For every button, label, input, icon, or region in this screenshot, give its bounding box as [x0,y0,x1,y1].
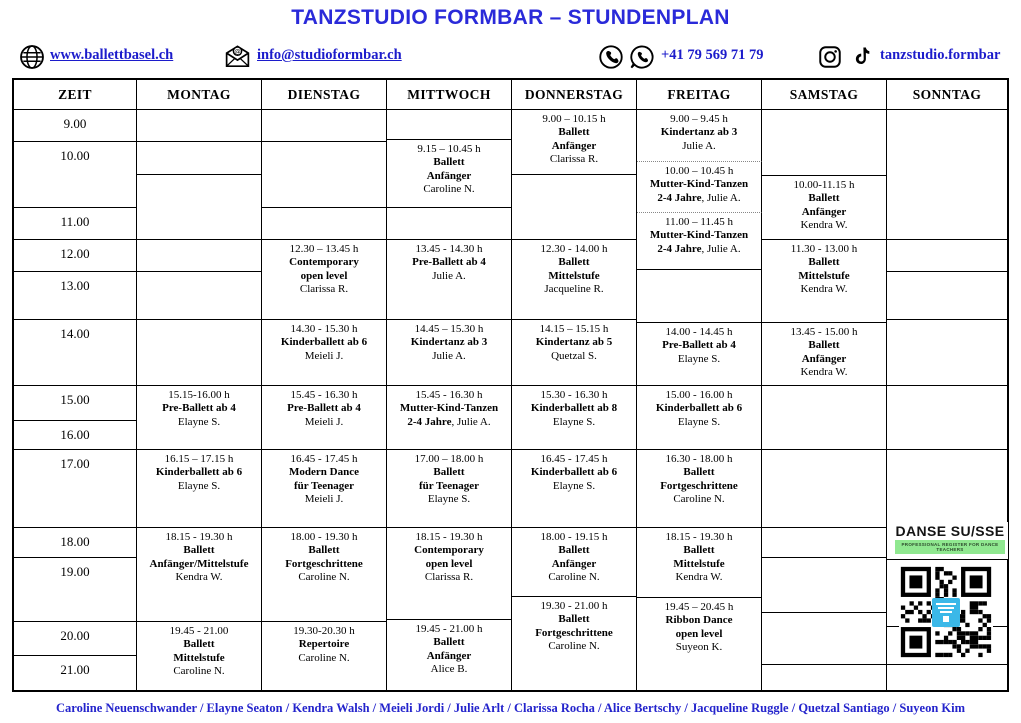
header-cell-freitag: FREITAG [637,80,762,110]
schedule-cell-empty [887,665,1007,690]
schedule-cell: 16.15 – 17.15 h Kinderballett ab 6 Elayne S. [137,450,262,528]
time-cell: 10.00 [14,142,137,208]
schedule-cell: 12.30 - 14.00 h Ballett Mittelstufe Jacqueline R. [512,240,637,320]
schedule-cell: 14.45 – 15.30 h Kindertanz ab 3 Julie A. [387,320,512,386]
schedule-cell: 9.15 – 10.45 h Ballett Anfänger Caroline N. [387,140,512,208]
time-cell: 13.00 [14,272,137,320]
schedule-cell: 14.00 - 14.45 h Pre-Ballett ab 4 Elayne S. [637,323,762,386]
schedule-cell: 16.30 - 18.00 h Ballett Fortgeschrittene Caroline N. [637,450,762,528]
whatsapp-icon [628,43,656,76]
teachers-footer: Caroline Neuenschwander / Elayne Seaton / Kendra Walsh / Meieli Jordi / Julie Arlt / Clarissa Rocha / Alice Bertschy / Jacqueline Ruggle / Quetzal Santiago / Suyeon Kim [55,701,966,715]
schedule-cell: 19.30-20.30 h Repertoire Caroline N. [262,622,387,690]
schedule-cell: 18.00 - 19.30 h Ballett Fortgeschrittene Caroline N. [262,528,387,622]
schedule-cell-empty [762,613,887,665]
schedule-cell: 17.00 – 18.00 h Ballett für Teenager Elayne S. [387,450,512,528]
schedule-cell: 18.15 - 19.30 h Ballett Mittelstufe Kendra W. [637,528,762,598]
schedule-cell: 15.45 - 16.30 h Pre-Ballett ab 4 Meieli J. [262,386,387,450]
schedule-cell-empty [262,208,387,240]
schedule-cell: 18.15 - 19.30 h Ballett Anfänger/Mittelstufe Kendra W. [137,528,262,622]
schedule-cell-empty [762,528,887,558]
header-cell-montag: MONTAG [137,80,262,110]
schedule-cell-empty [262,110,387,142]
schedule-cell: 9.00 – 9.45 h Kindertanz ab 3 Julie A. [637,110,762,162]
schedule-cell: 19.45 - 21.00 h Ballett Anfänger Alice B. [387,620,512,690]
schedule-cell: 15.00 - 16.00 h Kinderballett ab 6 Elayne S. [637,386,762,450]
schedule-cell: 14.30 - 15.30 h Kinderballett ab 6 Meieli J. [262,320,387,386]
schedule-cell-empty [887,110,1007,240]
schedule-cell-empty [762,110,887,176]
schedule-cell: 19.45 – 20.45 h Ribbon Dance open level Suyeon K. [637,598,762,690]
header-cell-zeit: ZEIT [14,80,137,110]
header-cell-sonntag: SONNTAG [887,80,1007,110]
schedule-table [12,78,1009,692]
schedule-cell: 15.45 - 16.30 h Mutter-Kind-Tanzen 2-4 Jahre, Julie A. [387,386,512,450]
schedule-cell-empty [887,386,1007,450]
email-envelope-icon [223,42,252,76]
schedule-cell-empty [137,110,262,142]
schedule-cell-empty [262,142,387,208]
schedule-cell-empty [762,386,887,450]
schedule-cell: 10.00 – 10.45 h Mutter-Kind-Tanzen 2-4 Jahre, Julie A. [637,162,762,213]
time-cell: 17.00 [14,450,137,528]
schedule-cell: 12.30 – 13.45 h Contemporary open level Clarissa R. [262,240,387,320]
phone-number: +41 79 569 71 79 [661,47,764,63]
page-title: TANZSTUDIO FORMBAR – STUNDENPLAN [291,6,730,29]
schedule-cell: 15.15-16.00 h Pre-Ballett ab 4 Elayne S. [137,386,262,450]
schedule-cell-empty [137,272,262,320]
time-cell: 14.00 [14,320,137,386]
time-cell: 15.00 [14,386,137,421]
schedule-cell: 14.15 – 15.15 h Kindertanz ab 5 Quetzal S. [512,320,637,386]
time-cell: 20.00 [14,622,137,656]
schedule-cell: 10.00-11.15 h Ballett Anfänger Kendra W. [762,176,887,240]
schedule-cell: 13.45 - 14.30 h Pre-Ballett ab 4 Julie A. [387,240,512,320]
header-cell-donnerstag: DONNERSTAG [512,80,637,110]
globe-icon [18,43,46,76]
time-cell: 16.00 [14,421,137,450]
schedule-cell-empty [512,175,637,240]
schedule-cell-empty [637,270,762,323]
schedule-cell-empty [887,240,1007,272]
tiktok-icon [848,44,874,75]
schedule-cell-empty [387,208,512,240]
social-handle: tanzstudio.formbar [880,47,1001,63]
schedule-cell: 11.30 - 13.00 h Ballett Mittelstufe Kendra W. [762,240,887,323]
header-cell-mittwoch: MITTWOCH [387,80,512,110]
logo-subtitle: PROFESSIONAL REGISTER FOR DANCE TEACHERS [895,540,1005,554]
header-cell-dienstag: DIENSTAG [262,80,387,110]
svg-text:@: @ [234,48,241,56]
website-link[interactable]: www.ballettbasel.ch [50,47,174,63]
schedule-cell-empty [387,110,512,140]
schedule-cell-empty [887,272,1007,320]
schedule-cell: 19.45 - 21.00 Ballett Mittelstufe Caroline N. [137,622,262,690]
schedule-cell: 16.45 - 17.45 h Modern Dance für Teenager Meieli J. [262,450,387,528]
schedule-cell-empty [762,665,887,690]
phone-icon [597,43,625,76]
email-link[interactable]: info@studioformbar.ch [257,47,402,63]
time-cell: 19.00 [14,558,137,622]
schedule-cell: 18.15 - 19.30 h Contemporary open level Clarissa R. [387,528,512,620]
schedule-cell-empty [137,175,262,240]
schedule-cell-empty [887,320,1007,386]
schedule-cell: 15.30 - 16.30 h Kinderballett ab 8 Elayne S. [512,386,637,450]
instagram-icon [817,44,843,75]
schedule-cell-empty [137,240,262,272]
time-cell: 9.00 [14,110,137,142]
time-cell: 21.00 [14,656,137,690]
schedule-cell-empty [762,558,887,613]
schedule-cell: 18.00 - 19.15 h Ballett Anfänger Caroline N. [512,528,637,597]
header-cell-samstag: SAMSTAG [762,80,887,110]
schedule-cell: 9.00 – 10.15 h Ballett Anfänger Clarissa R. [512,110,637,175]
time-cell: 12.00 [14,240,137,272]
schedule-cell: 19.30 - 21.00 h Ballett Fortgeschrittene Caroline N. [512,597,637,690]
schedule-cell-empty [137,320,262,386]
schedule-cell-empty [137,142,262,175]
qr-code [899,563,993,661]
logo-title: DANSE SU/SSE [895,523,1005,539]
time-cell: 18.00 [14,528,137,558]
schedule-cell-empty [762,450,887,528]
schedule-cell: 13.45 - 15.00 h Ballett Anfänger Kendra W. [762,323,887,386]
schedule-cell: 11.00 – 11.45 h Mutter-Kind-Tanzen 2-4 Jahre, Julie A. [637,213,762,270]
time-cell: 11.00 [14,208,137,240]
danse-suisse-logo [892,522,1008,559]
schedule-cell: 16.45 - 17.45 h Kinderballett ab 6 Elayne S. [512,450,637,528]
